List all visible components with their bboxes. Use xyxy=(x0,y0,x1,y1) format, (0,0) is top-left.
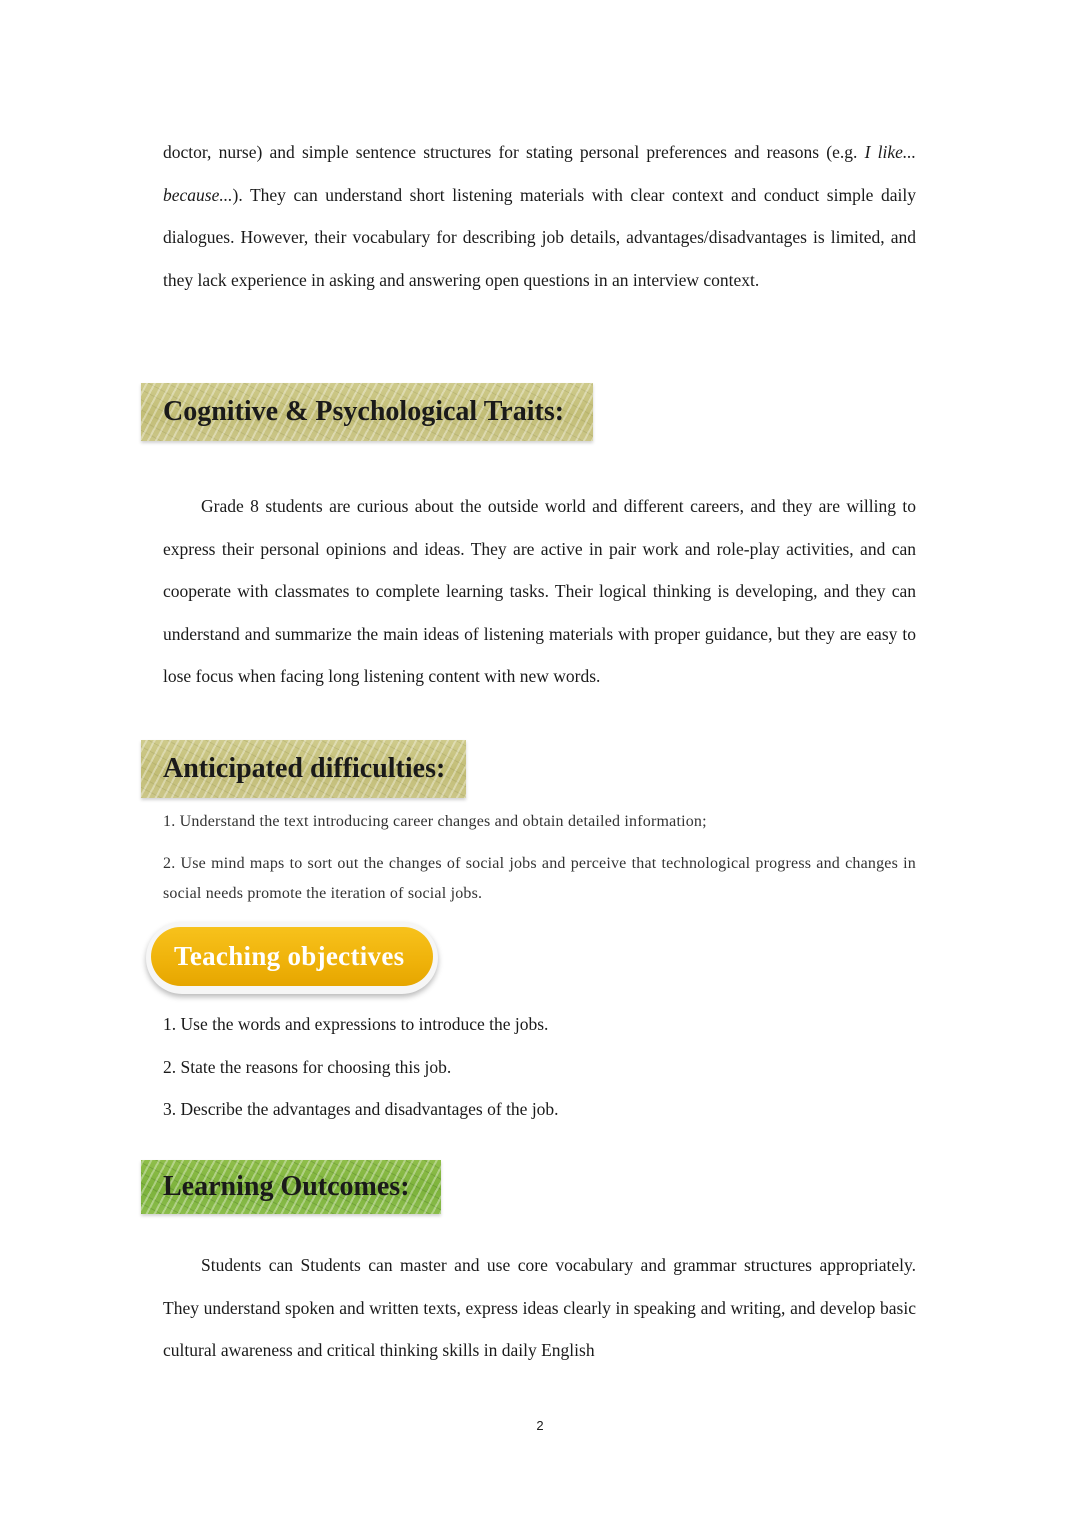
intro-example-italic: I like... because... xyxy=(163,142,916,205)
page-number: 2 xyxy=(536,1418,544,1433)
difficulty-item-1: 1. Understand the text introducing career changes and obtain detailed information; xyxy=(163,813,707,830)
objectives-heading-pill xyxy=(151,927,433,986)
intro-paragraph xyxy=(163,131,916,301)
intro-text-end: ). They can understand short listening materials with clear context and conduct simple daily dialogues. However, their vocabulary for describing job details, advantages/disadvantages is limited, and they lack experience in asking and answering open questions in an interview context. xyxy=(163,184,916,290)
difficulties-heading xyxy=(141,740,466,798)
cognitive-heading xyxy=(141,383,593,441)
cognitive-heading-text: Cognitive & Psychological Traits: xyxy=(163,396,565,427)
objectives-heading xyxy=(146,922,438,994)
difficulty-item-2: 2. Use mind maps to sort out the changes of social jobs and perceive that technological progress and changes in social needs promote the iteration of social jobs. xyxy=(163,855,916,902)
objective-item-3: 3. Describe the advantages and disadvantages of the job. xyxy=(163,1099,559,1119)
cognitive-paragraph: Grade 8 students are curious about the outside world and different careers, and they are willing to express their personal opinions and ideas. They are active in pair work and role-play activities, and can cooperate with classmates to complete learning tasks. Their logical thinking is developing, and they can understand and summarize the main ideas of listening materials with proper guidance, but they are easy to lose focus when facing long listening content with new words. xyxy=(163,496,916,686)
objectives-heading-text: Teaching objectives xyxy=(174,941,405,971)
difficulties-heading-text: Anticipated difficulties: xyxy=(163,753,446,784)
outcomes-heading-text: Learning Outcomes: xyxy=(163,1171,410,1202)
objective-item-1: 1. Use the words and expressions to introduce the jobs. xyxy=(163,1014,549,1034)
outcomes-paragraph: Students can Students can master and use core vocabulary and grammar structures appropriately. They understand spoken and written texts, express ideas clearly in speaking and writing, and develop basic cultural awareness and critical thinking skills in daily English xyxy=(163,1255,916,1360)
outcomes-heading xyxy=(141,1160,441,1214)
objective-item-2: 2. State the reasons for choosing this job. xyxy=(163,1057,452,1077)
intro-text-start: doctor, nurse) and simple sentence structures for stating personal preferences and reasons (e.g. xyxy=(163,142,865,162)
